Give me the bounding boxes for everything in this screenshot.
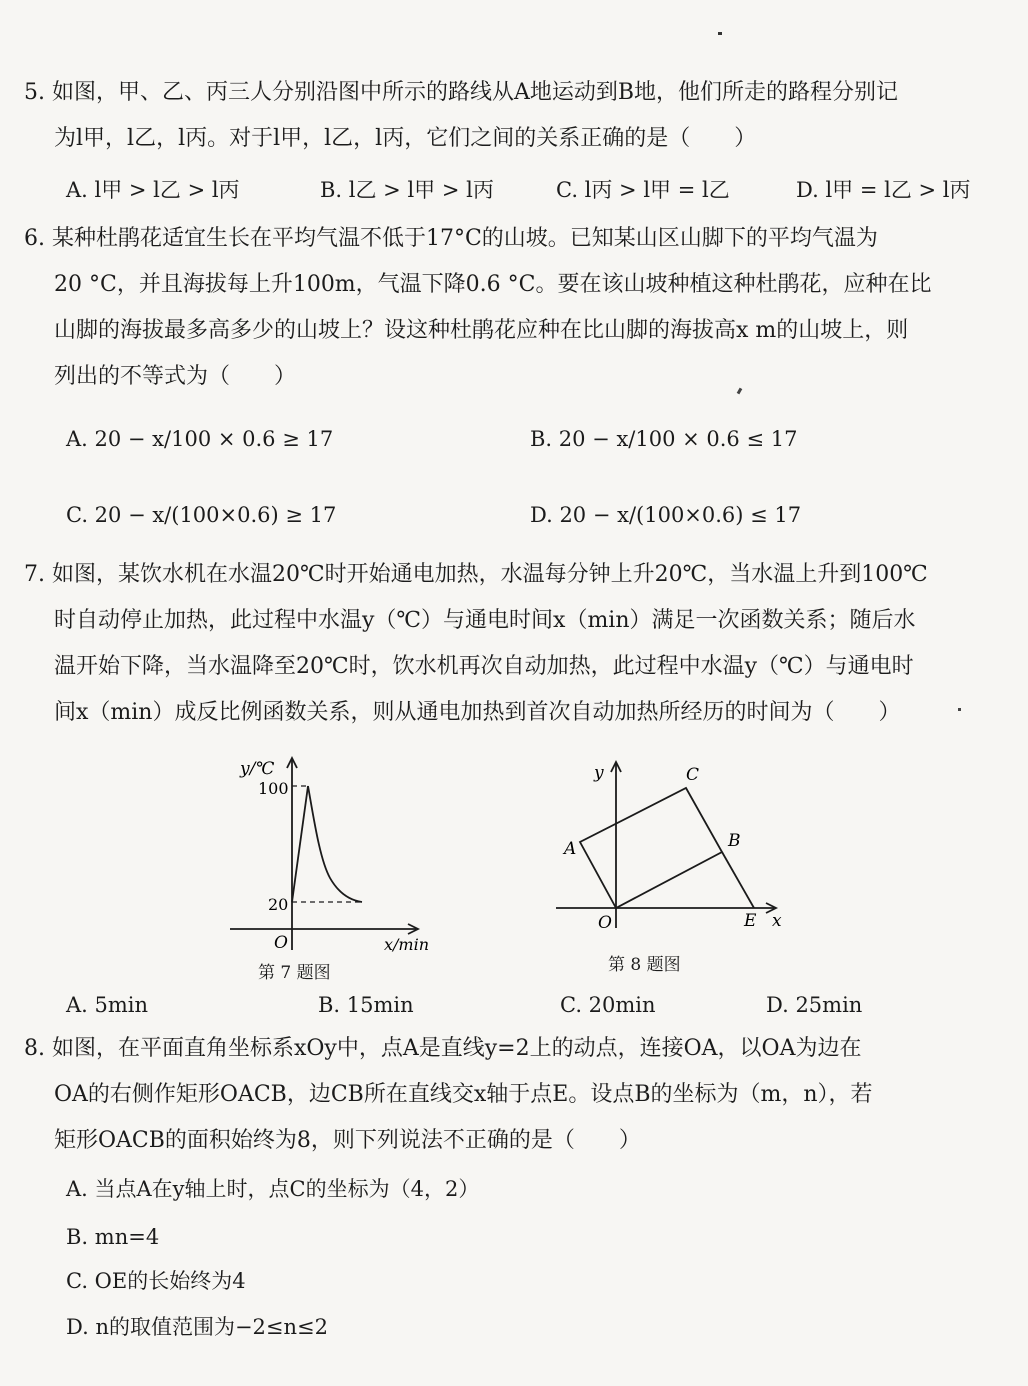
q5-option-a: A. l甲 > l乙 > l丙 — [66, 178, 240, 202]
scan-speck — [958, 708, 961, 711]
figure-7-caption: 第 7 题图 — [258, 963, 331, 983]
fig7-tick-20: 20 — [268, 895, 289, 914]
q8-line-2: OA的右侧作矩形OACB，边CB所在直线交x轴于点E。设点B的坐标为（m，n），若 — [54, 1082, 873, 1107]
q7-line-1: 7. 如图，某饮水机在水温20℃时开始通电加热，水温每分钟上升20℃，当水温上升到100℃ — [24, 562, 928, 587]
fig7-y-axis-label: y/℃ — [240, 759, 275, 779]
fig7-x-axis-label: x/min — [384, 935, 430, 954]
q7-option-b: B. 15min — [318, 993, 414, 1017]
fig8-x-axis-label: x — [772, 911, 782, 931]
q6-option-d: D. 20 − x/(100×0.6) ≤ 17 — [530, 503, 802, 527]
q7-option-c: C. 20min — [560, 993, 656, 1017]
figure-8-caption: 第 8 题图 — [608, 955, 681, 975]
fig8-label-o: O — [598, 913, 612, 933]
figure-7-graph — [220, 750, 450, 960]
fig8-label-e: E — [744, 911, 757, 931]
q8-line-1: 8. 如图，在平面直角坐标系xOy中，点A是直线y=2上的动点，连接OA，以OA为边在 — [24, 1036, 862, 1061]
fig8-label-c: C — [686, 765, 700, 785]
q8-line-3: 矩形OACB的面积始终为8，则下列说法不正确的是（ ） — [54, 1128, 641, 1153]
figure-8-diagram — [548, 750, 798, 940]
q7-line-4: 间x（min）成反比例函数关系，则从通电加热到首次自动加热所经历的时间为（ ） — [54, 700, 901, 725]
q7-option-d: D. 25min — [766, 993, 863, 1017]
q8-option-b: B. mn=4 — [66, 1225, 160, 1249]
q6-line-2: 20 °C，并且海拔每上升100m，气温下降0.6 °C。要在该山坡种植这种杜鹃花，应种在比 — [54, 272, 932, 297]
q5-line-2: 为l甲，l乙，l丙。对于l甲，l乙，l丙，它们之间的关系正确的是（ ） — [54, 126, 757, 151]
q6-option-b: B. 20 − x/100 × 0.6 ≤ 17 — [530, 427, 798, 451]
q6-line-4: 列出的不等式为（ ） — [54, 364, 297, 389]
q5-option-d: D. l甲 = l乙 > l丙 — [796, 178, 971, 202]
fig7-tick-100: 100 — [258, 779, 289, 798]
fig7-origin-label: O — [274, 933, 288, 953]
q6-line-1: 6. 某种杜鹃花适宜生长在平均气温不低于17°C的山坡。已知某山区山脚下的平均气温为 — [24, 226, 878, 251]
q7-option-a: A. 5min — [66, 993, 149, 1017]
q7-line-3: 温开始下降，当水温降至20℃时，饮水机再次自动加热，此过程中水温y（℃）与通电时 — [54, 654, 914, 679]
q5-option-b: B. l乙 > l甲 > l丙 — [320, 178, 494, 202]
fig8-label-b: B — [728, 831, 741, 851]
q5-line-1: 5. 如图，甲、乙、丙三人分别沿图中所示的路线从A地运动到B地，他们所走的路程分别记 — [24, 80, 899, 105]
q8-option-c: C. OE的长始终为4 — [66, 1269, 246, 1293]
q6-option-c: C. 20 − x/(100×0.6) ≥ 17 — [66, 503, 337, 527]
scan-speck — [737, 388, 743, 395]
q6-line-3: 山脚的海拔最多高多少的山坡上？设这种杜鹃花应种在比山脚的海拔高x m的山坡上，则 — [54, 318, 909, 343]
fig8-y-axis-label: y — [594, 763, 604, 783]
q7-line-2: 时自动停止加热，此过程中水温y（℃）与通电时间x（min）满足一次函数关系；随后水 — [54, 608, 916, 633]
fig8-label-a: A — [564, 839, 577, 859]
q8-option-a: A. 当点A在y轴上时，点C的坐标为（4，2） — [66, 1177, 480, 1201]
q5-option-c: C. l丙 > l甲 = l乙 — [556, 178, 730, 202]
q8-option-d: D. n的取值范围为−2≤n≤2 — [66, 1315, 328, 1339]
q6-option-a: A. 20 − x/100 × 0.6 ≥ 17 — [66, 427, 334, 451]
scan-speck — [718, 32, 722, 35]
